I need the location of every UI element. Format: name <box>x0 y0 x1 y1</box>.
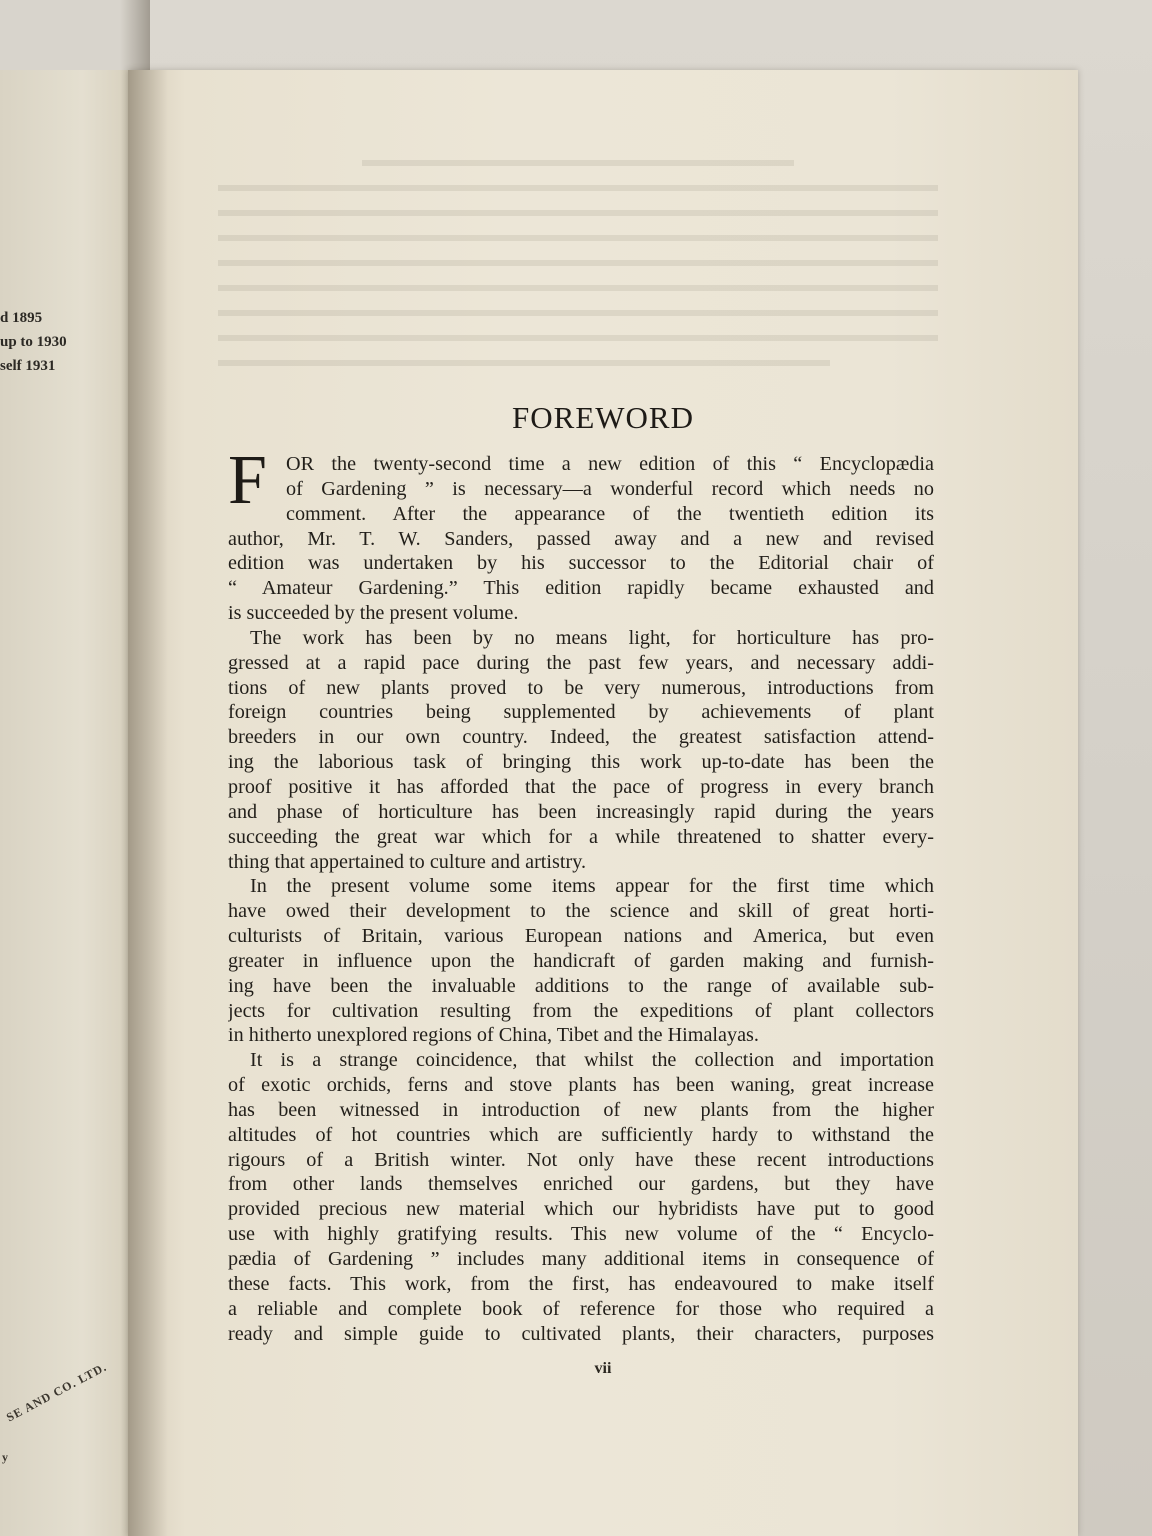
text-line: rigours of a British winter. Not only have these recent introductions <box>228 1148 934 1171</box>
imprint-line: d 1895 <box>0 310 43 326</box>
bottom-mark: y <box>2 1450 8 1464</box>
text-line: foreign countries being supplemented by achievements of plant <box>228 701 934 724</box>
text-line: is succeeded by the present volume. <box>228 602 519 625</box>
text-line: pædia of Gardening ” includes many additional items in consequence of <box>228 1248 934 1270</box>
text-line: OR the twenty-second time a new edition of this “ Encyclopædia <box>286 453 934 475</box>
text-line: tions of new plants proved to be very numerous, introductions from <box>228 676 934 699</box>
text-line: of Gardening ” is necessary—a wonderful record which needs no <box>286 477 934 500</box>
text-line: gressed at a rapid pace during the past few years, and necessary addi- <box>228 651 934 674</box>
text-line: proof positive it has afforded that the pace of progress in every branch <box>228 775 934 798</box>
text-line: culturists of Britain, various European nations and America, but even <box>228 925 934 948</box>
text-line: these facts. This work, from the first, has endeavoured to make itself <box>228 1272 934 1295</box>
text-line: edition was undertaken by his successor to the Editorial chair of <box>228 552 934 575</box>
text-line: ing the laborious task of bringing this work up-to-date has been the <box>228 751 934 774</box>
text-line: jects for cultivation resulting from the expeditions of plant collectors <box>228 999 934 1022</box>
text-line: thing that appertained to culture and artistry. <box>228 850 587 873</box>
imprint-line: up to 1930 <box>0 334 67 350</box>
text-line: altitudes of hot countries which are sufficiently hardy to withstand the <box>228 1123 934 1146</box>
page-number: vii <box>594 1360 612 1377</box>
text-line: In the present volume some items appear for the first time which <box>250 875 934 898</box>
text-line: comment. After the appearance of the twentieth edition its <box>286 502 934 525</box>
text-line: and phase of horticulture has been increasingly rapid during the years <box>228 800 934 823</box>
drop-cap: F <box>228 442 267 519</box>
text-line: have owed their development to the science and skill of great horti- <box>228 900 934 923</box>
imprint-line: self 1931 <box>0 358 56 374</box>
text-line: a reliable and complete book of reference for those who required a <box>228 1297 934 1320</box>
text-line: author, Mr. T. W. Sanders, passed away and a new and revised <box>228 527 934 550</box>
text-line: “ Amateur Gardening.” This edition rapidly became exhausted and <box>228 577 934 600</box>
text-line: succeeding the great war which for a while threatened to shatter every- <box>228 825 934 848</box>
publisher-fragment: SE AND CO. LTD. <box>4 1359 110 1425</box>
text-line: It is a strange coincidence, that whilst the collection and importation <box>250 1049 934 1072</box>
foreword-page <box>128 70 1078 1536</box>
imprint-lines <box>0 306 67 378</box>
text-line: breeders in our own country. Indeed, the greatest satisfaction attend- <box>228 726 934 749</box>
page-title: FOREWORD <box>512 400 694 435</box>
text-line: use with highly gratifying results. This new volume of the “ Encyclo- <box>228 1223 934 1246</box>
text-line: in hitherto unexplored regions of China, Tibet and the Himalayas. <box>228 1024 759 1047</box>
text-line: ready and simple guide to cultivated plants, their characters, purposes <box>228 1322 934 1345</box>
foreword-body <box>228 452 934 1346</box>
text-line: of exotic orchids, ferns and stove plants has been waning, great increase <box>228 1074 934 1097</box>
text-line: greater in influence upon the handicraft of garden making and furnish- <box>228 949 934 972</box>
text-line: provided precious new material which our hybridists have put to good <box>228 1198 934 1221</box>
text-line: has been witnessed in introduction of new plants from the higher <box>228 1098 934 1121</box>
text-line: The work has been by no means light, for horticulture has pro- <box>250 626 934 649</box>
text-line: ing have been the invaluable additions to the range of available sub- <box>228 974 934 997</box>
text-line: from other lands themselves enriched our gardens, but they have <box>228 1173 934 1196</box>
page-edge-shadow <box>128 70 168 1536</box>
